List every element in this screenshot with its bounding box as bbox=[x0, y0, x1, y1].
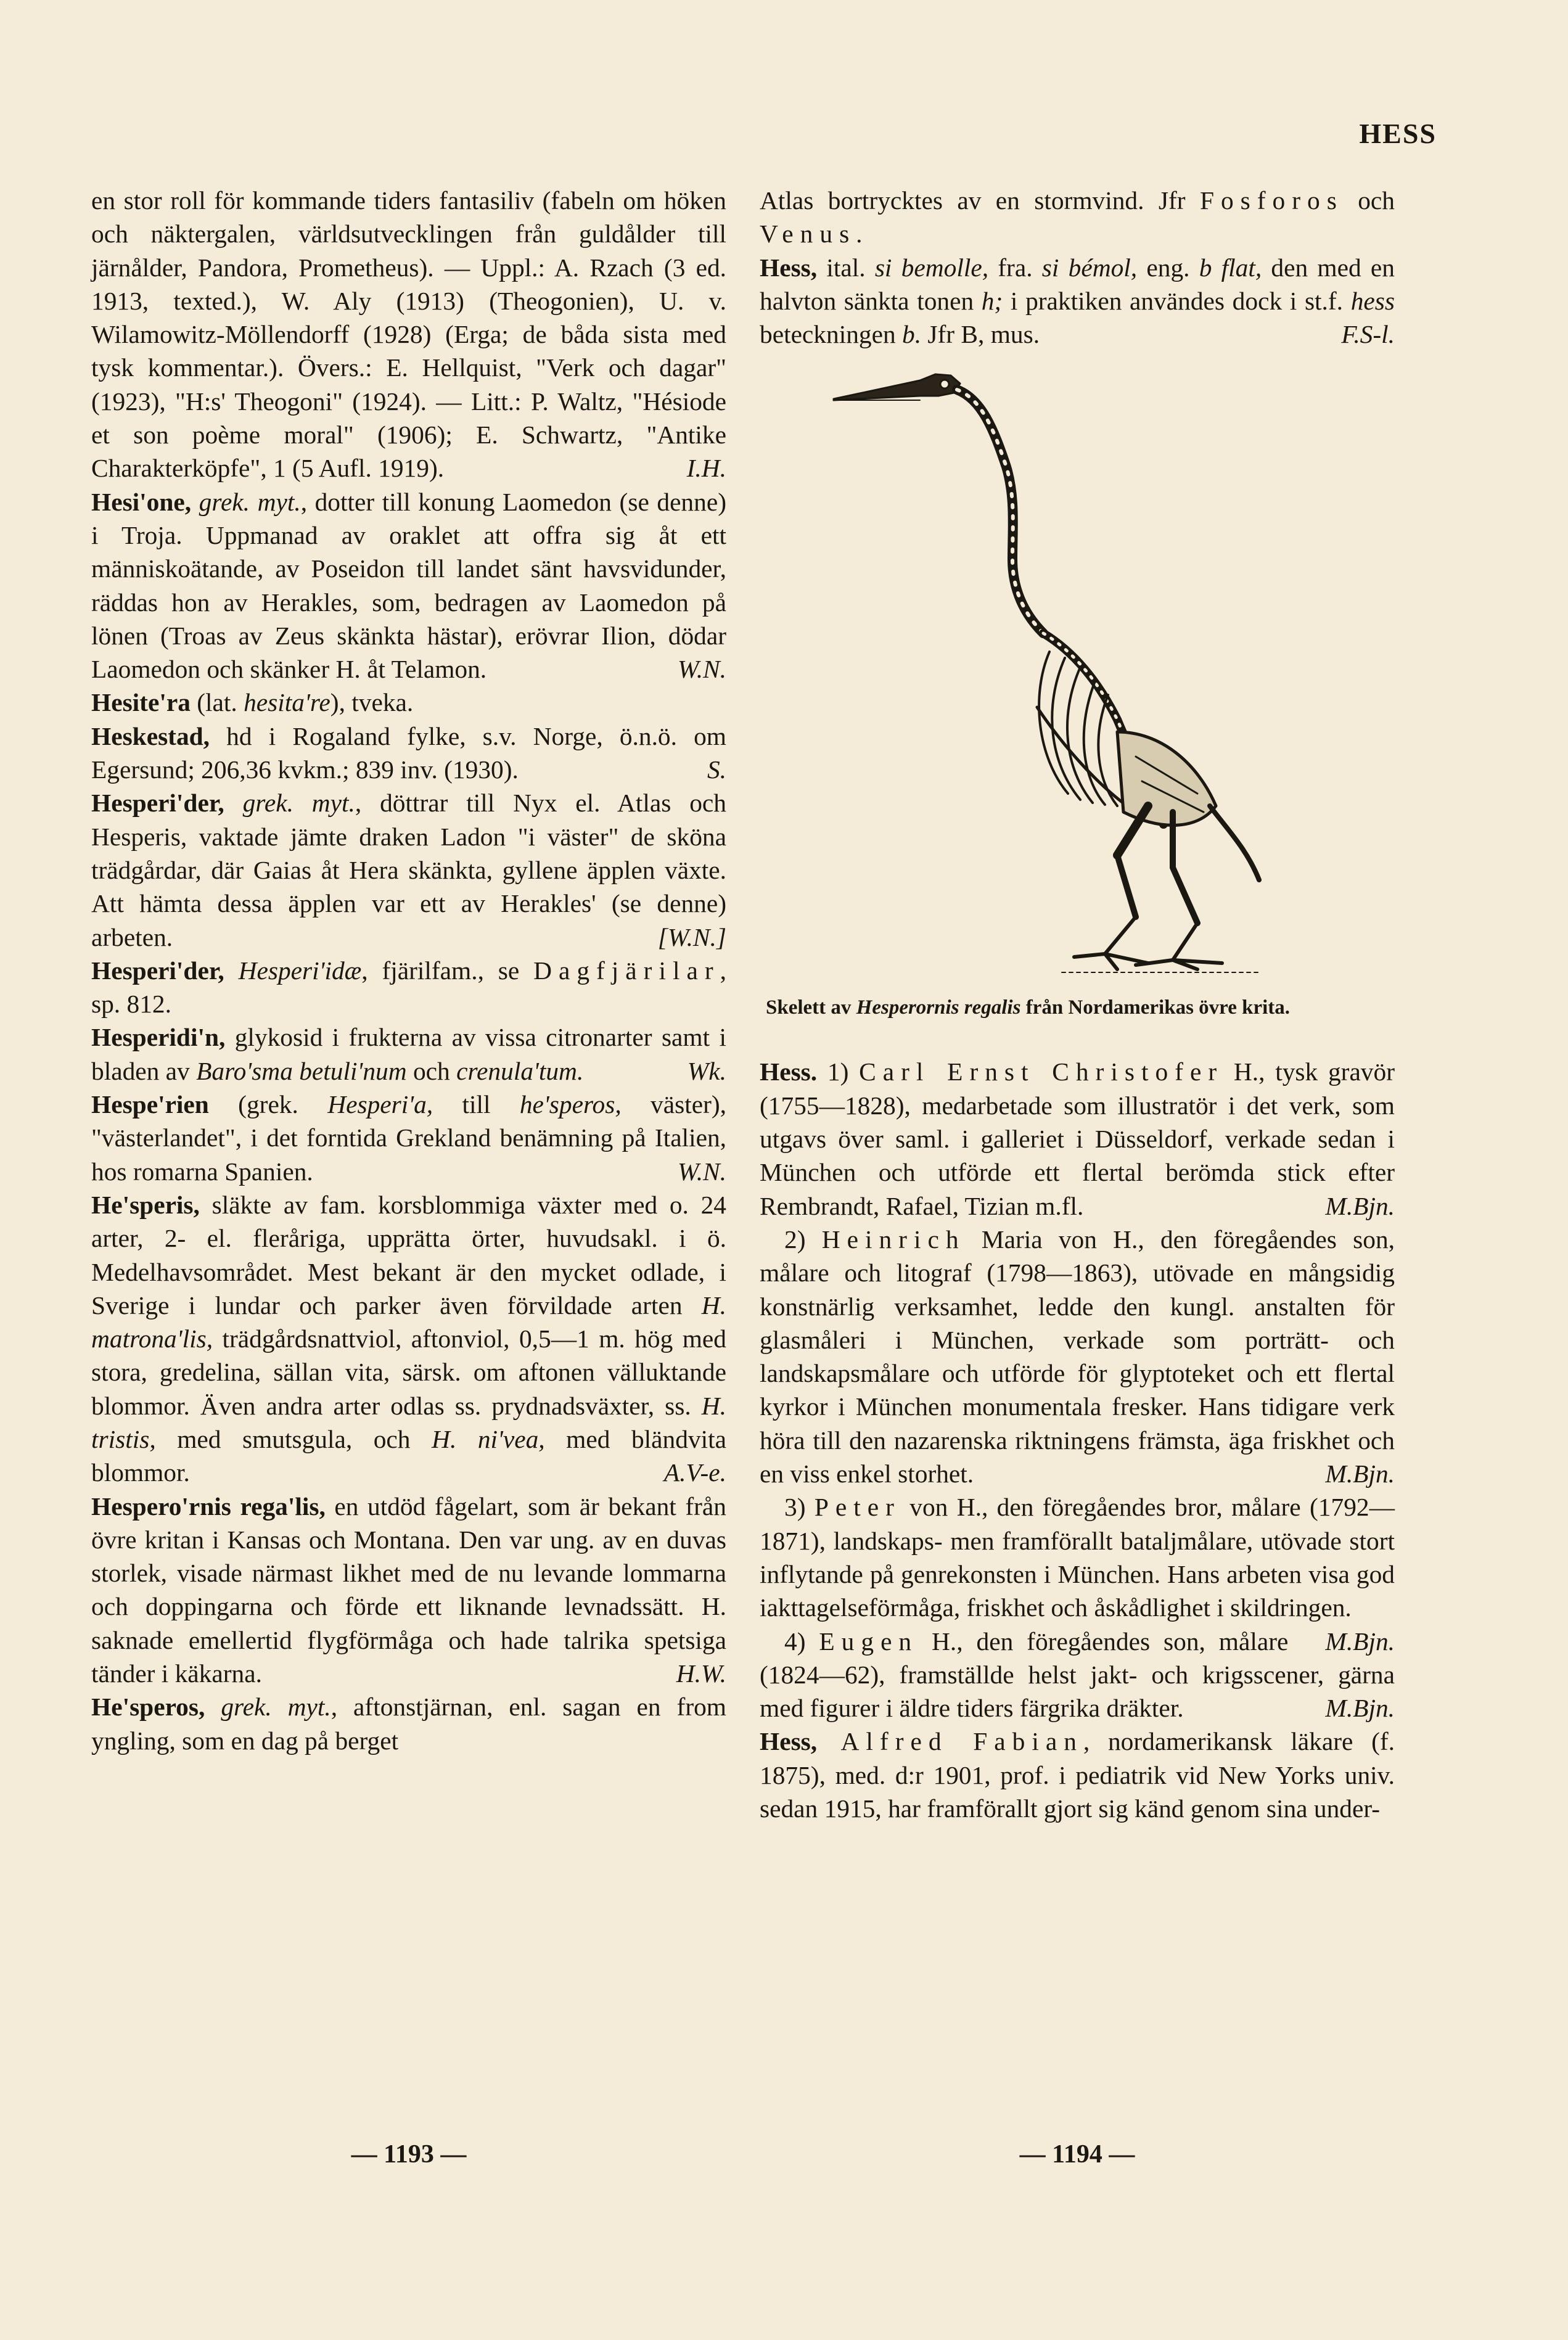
author-signature: W.N. bbox=[678, 655, 726, 684]
cross-reference: Fosforos bbox=[1199, 186, 1344, 215]
entry-hess-heinrich: 2) Heinrich Maria von H., den föregåendes son, målare och litograf (1798—1863), utövade en mångsidig konstnärlig verksamhet, ledde den kungl. anstalten för glasmåleri i München, verkade som porträtt- och landskapsmålare och utförde för glyptoteket och ett flertal kyrkor i München monumentala fresker. Hans tidigare verk höra till den nazarenska riktningens främsta, äga friskhet och en viss enkel storhet. M.Bjn. bbox=[760, 1223, 1395, 1490]
headword: Hess. bbox=[760, 1057, 818, 1086]
headword: Hess, bbox=[760, 1727, 818, 1756]
hesperornis-figure bbox=[760, 362, 1395, 1019]
entry-hess-peter: 3) Peter von H., den föregåendes bror, målare (1792—1871), landskaps- men framförallt bataljmålare, utövade stort inflytande på genrekonsten i München. Hans arbeten visa god iakttagelseförmåga, friskhet och åskådlighet i skildringen. M.Bjn. bbox=[760, 1490, 1395, 1624]
cross-reference: Venus bbox=[760, 220, 856, 248]
entry-hess-eugen: 4) Eugen H., den föregåendes son, målare (1824—62), framställde helst jakt- och krigsscener, gärna med figurer i äldre tiders färgrika dräkter. M.Bjn. bbox=[760, 1625, 1395, 1725]
person-name: Eugen bbox=[819, 1627, 919, 1656]
headword: Hesite'ra bbox=[91, 688, 191, 717]
entry-hesperidin: Hesperidi'n, glykosid i frukterna av vissa citronarter samt i bladen av Baro'sma betuli'num och crenula'tum. Wk. bbox=[91, 1020, 726, 1088]
person-name: Alfred Fabian bbox=[817, 1727, 1083, 1756]
author-signature: F.S-l. bbox=[1341, 320, 1395, 349]
author-signature: H.W. bbox=[676, 1659, 726, 1688]
author-signature: M.Bjn. bbox=[1325, 1459, 1395, 1488]
headword: Hesi'one, bbox=[91, 487, 192, 516]
hesperornis-skeleton-illustration bbox=[827, 362, 1308, 979]
headword: Hess, bbox=[760, 253, 818, 282]
author-signature: M.Bjn. bbox=[1325, 1627, 1395, 1656]
figure-spacing bbox=[760, 1019, 1395, 1055]
entry-hess-music: Hess, ital. si bemolle, fra. si bémol, eng. b flat, den med en halvton sänkta tonen h; i praktiken användes dock i st.f. hess beteckningen b. Jfr B, mus. F.S-l. bbox=[760, 251, 1395, 351]
headword: Hespe'rien bbox=[91, 1090, 209, 1119]
headword: Hesperi'der, bbox=[91, 789, 224, 818]
entry-hesperornis: Hespero'rnis rega'lis, en utdöd fågelart, som är bekant från övre kritan i Kansas och Montana. Den var ung. av en duvas storlek, visade närmast likhet med de nu levande lommarna och doppingarna och förde ett liknande levnadssätt. H. saknade emellertid flygförmåga och hade talrika spetsiga tänder i käkarna. H.W. bbox=[91, 1490, 726, 1691]
headword: He'speris, bbox=[91, 1190, 200, 1219]
headword: He'speros, bbox=[91, 1693, 205, 1722]
entry-hesione: Hesi'one, grek. myt., dotter till konung Laomedon (se denne) i Troja. Uppmanad av oraklet att offra sig åt ett människoätande, av Poseidon till landet sänt havsvidunder, räddas hon av Herakles, som, bedragen av Laomedon på lönen (Troas av Zeus skänkta hästar), erövrar Ilion, dödar Laomedon och skänker H. åt Telamon. W.N. bbox=[91, 485, 726, 686]
author-signature: S. bbox=[707, 755, 726, 784]
running-head: HESS bbox=[1359, 118, 1437, 149]
entry-hess-carl: Hess. 1) Carl Ernst Christofer H., tysk gravör (1755—1828), medarbetade som illustratör i det verk, som utgavs över saml. i galleriet i Düsseldorf, verkade sedan i München och utförde ett flertal berömda stick efter Rembrandt, Rafael, Tizian m.fl. M.Bjn. bbox=[760, 1055, 1395, 1222]
right-column bbox=[760, 184, 1395, 1825]
entry-hess-alfred: Hess, Alfred Fabian, nordamerikansk läkare (f. 1875), med. d:r 1901, prof. i pediatrik vid New Yorks univ. sedan 1915, har framförallt gjort sig känd genom sina under- bbox=[760, 1727, 1395, 1823]
person-name: Heinrich bbox=[821, 1225, 966, 1254]
figure-caption: Skelett av Hesperornis regalis från Nordamerikas övre krita. bbox=[766, 996, 1291, 1019]
headword: Hesperidi'n, bbox=[91, 1023, 226, 1052]
entry-heskestad: Heskestad, hd i Rogaland fylke, s.v. Norge, ö.n.ö. om Egersund; 206,36 kvkm.; 839 inv. (1930). S. bbox=[91, 720, 726, 787]
entry-hesitera: Hesite'ra (lat. hesita're), tveka. bbox=[91, 688, 414, 717]
headword: Hesperi'der, bbox=[91, 956, 224, 985]
entry-hesperider-myth: Hesperi'der, grek. myt., döttrar till Nyx el. Atlas och Hesperis, vaktade jämte draken Ladon "i väster" de sköna trädgårdar, där Gaias åt Hera skänkta, gyllene äpplen växte. Att hämta dessa äpplen var ett av Herakles' (se denne) arbeten. [W.N.] bbox=[91, 786, 726, 953]
entry-hesperos-continued: Atlas bortrycktes av en stormvind. Jfr Fosforos och Venus. bbox=[760, 186, 1395, 248]
author-signature: Wk. bbox=[687, 1056, 726, 1085]
author-signature: [W.N.] bbox=[657, 922, 726, 951]
author-signature: A.V-e. bbox=[663, 1458, 726, 1487]
entry-hesiodos-continued: en stor roll för kommande tiders fantasiliv (fabeln om höken och näktergalen, världsutvecklingen från guldålder till järnålder, Pandora, Prometheus). — Uppl.: A. Rzach (3 ed. 1913, texted.), W. Aly (1913) (Theogonien), U. v. Wilamowitz-Möllendorff (1928) (Erga; de båda sista med tysk kommentar.). Övers.: E. Hellquist, "Verk och dagar" (1923), "H:s' Theogoni" (1924). — Litt.: P. Waltz, "Hésiode et son poème moral" (1906); E. Schwartz, "Antike Charakterköpfe", 1 (5 Aufl. 1919). I.H. bbox=[91, 184, 726, 485]
page-number-right: — 1194 — bbox=[1019, 2140, 1135, 2169]
person-name: Carl Ernst Christofer bbox=[859, 1057, 1224, 1086]
entry-hesperider-butterfly: Hesperi'der, Hesperi'idæ, fjärilfam., se Dagfjärilar, sp. 812. bbox=[91, 956, 726, 1019]
person-name: Peter bbox=[814, 1493, 901, 1522]
author-signature: I.H. bbox=[686, 454, 726, 483]
author-signature: M.Bjn. bbox=[1325, 1191, 1395, 1220]
author-signature: W.N. bbox=[678, 1157, 726, 1186]
author-signature: M.Bjn. bbox=[1325, 1694, 1395, 1723]
headword: Hespero'rnis rega'lis, bbox=[91, 1492, 326, 1521]
entry-hesperien: Hespe'rien (grek. Hesperi'a, till he'speros, väster), "västerlandet", i det forntida Grekland benämning på Italien, hos romarna Spanien. W.N. bbox=[91, 1088, 726, 1188]
entry-hesperis: He'speris, släkte av fam. korsblommiga växter med o. 24 arter, 2- el. fleråriga, upprätta örter, huvudsakl. i ö. Medelhavsområdet. Mest bekant är den mycket odlade, i Sverige i lundar och parker även förvildade arten H. matrona'lis, trädgårdsnattviol, aftonviol, 0,5—1 m. hög med stora, gredelina, sällan vita, särsk. om aftonen välluktande blommor. Även andra arter odlas ss. prydnadsväxter, ss. H. tristis, med smutsgula, och H. ni'vea, med bländvita blommor. A.V-e. bbox=[91, 1188, 726, 1490]
page-number-left: — 1193 — bbox=[351, 2140, 467, 2169]
left-column bbox=[91, 184, 726, 1757]
cross-reference: Dagfjärilar bbox=[533, 956, 720, 985]
headword: Heskestad, bbox=[91, 721, 210, 750]
entry-hesperos: He'speros, grek. myt., aftonstjärnan, enl. sagan en from yngling, som en dag på berget bbox=[91, 1693, 726, 1755]
